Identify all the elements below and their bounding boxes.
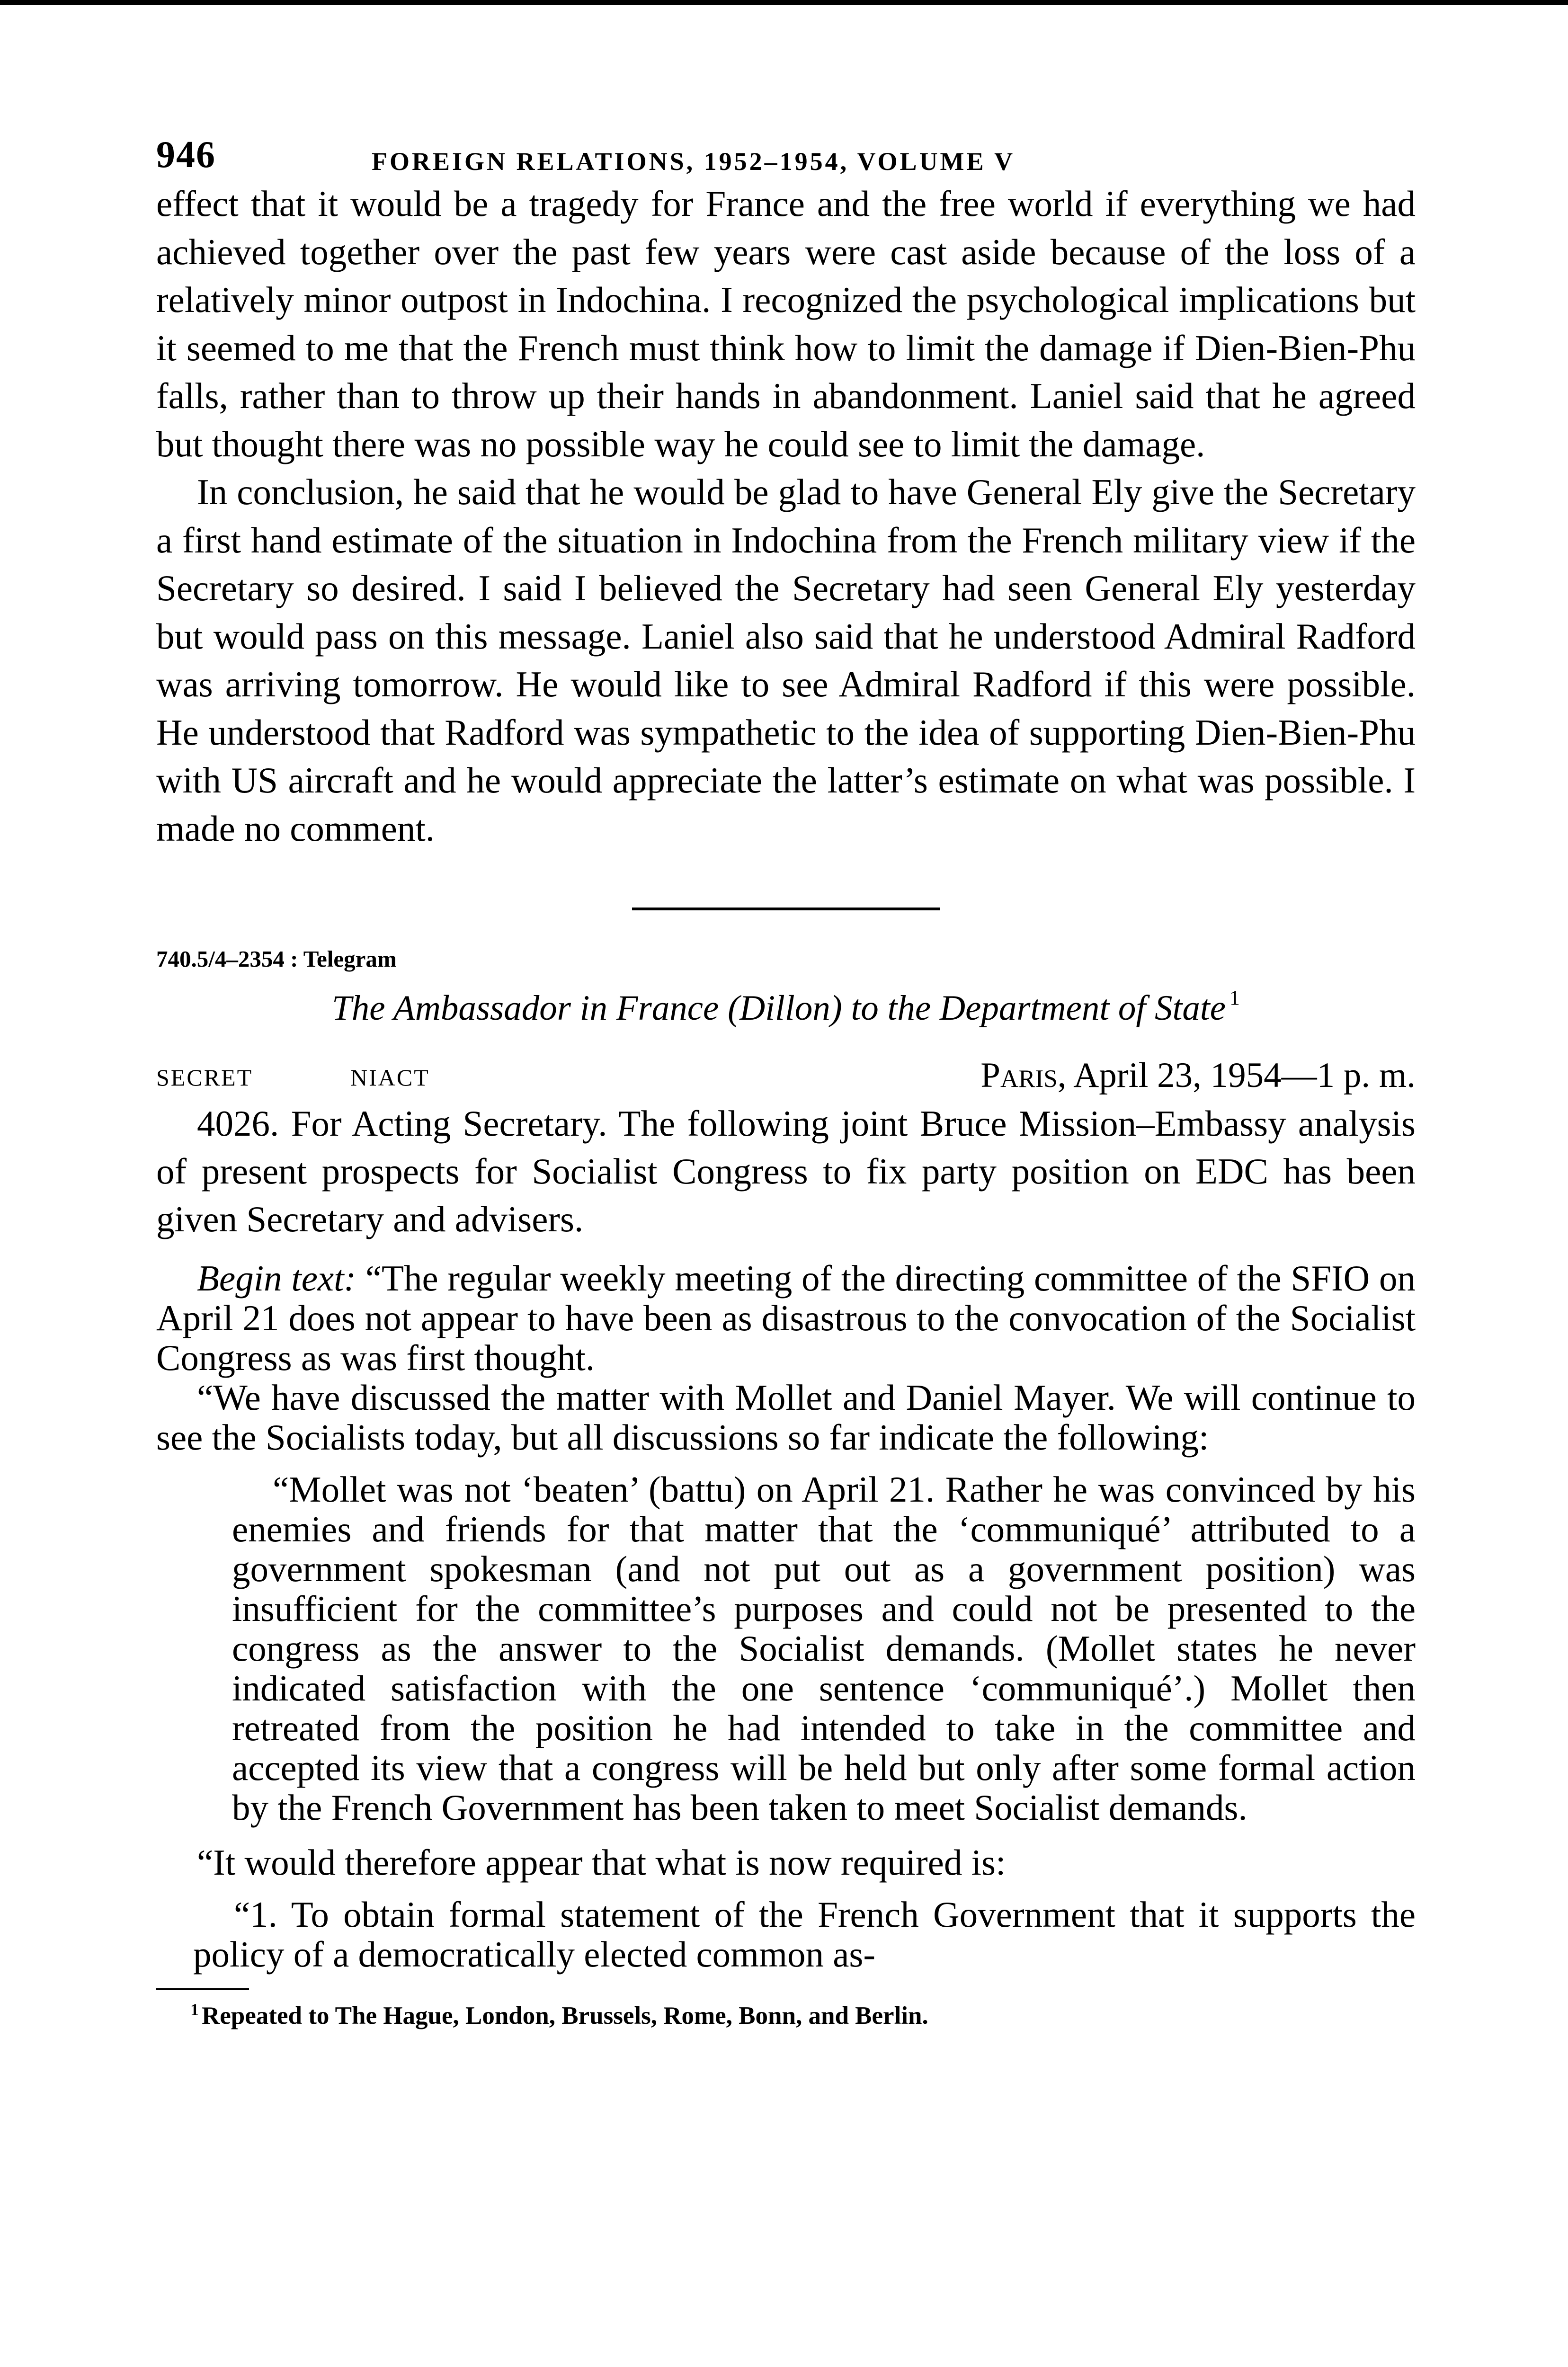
continued-paragraph: effect that it would be a tragedy for France and the free world if everything we had achieved together over the past few years were cast aside because of the loss of a relatively minor outpost in Indochina. I recognized the psychological implications but it seemed to me that the French must think how to limit the damage if Dien-Bien-Phu falls, rather than to throw up their hands in abandonment. Laniel said that he agreed but thought there was no possible way he could see to limit the damage. (156, 183, 1416, 464)
dateline (980, 1055, 1416, 1096)
document-title-text: The Ambassador in France (Dillon) to the Department of State (331, 988, 1226, 1028)
document-title (156, 986, 1416, 1029)
list-item: “1. To obtain formal statement of the French Government that it supports the policy of a democratically elected common as- (193, 1894, 1416, 1975)
page-number: 946 (156, 134, 216, 176)
telegram-opening-paragraph: 4026. For Acting Secretary. The following joint Bruce Mission–Embassy analysis of present prospects for Socialist Congress to fix party position on EDC has been given Secretary and advisers. (156, 1103, 1416, 1239)
footnote-marker: 1 (1229, 986, 1240, 1009)
requirement-paragraph: “It would therefore appear that what is now required is: (197, 1842, 1006, 1883)
dateline-date: , April 23, 1954—1 p. m. (1057, 1056, 1416, 1095)
begin-text-paragraph (156, 1258, 1416, 1378)
classification-label: SECRET (156, 1064, 253, 1091)
footnote-number: 1 (190, 2000, 199, 2019)
top-border-rule (0, 0, 1568, 5)
block-quote (232, 1469, 1416, 1827)
conclusion-paragraph: In conclusion, he said that he would be glad to have General Ely give the Secretary a first hand estimate of the situation in Indochina from the French military view if the Secretary so desired. I said I believed the Secretary had seen General Ely yesterday but would pass on this message. Laniel also said that he understood Admiral Radford was arriving tomorrow. He would like to see Admiral Radford if this were possible. He understood that Radford was sympathetic to the idea of supporting Dien-Bien-Phu with US aircraft and he would appreciate the latter’s estimate on what was possible. I made no comment. (156, 472, 1416, 849)
precedence-label: NIACT (350, 1064, 430, 1091)
telegram-header (156, 1048, 1416, 1100)
discussion-paragraph: “We have discussed the matter with Mollet and Daniel Mayer. We will continue to see the Socialists today, but all discussions so far indicate the following: (156, 1377, 1416, 1458)
document-page (156, 128, 1416, 2032)
block-quote-paragraph: “Mollet was not ‘beaten’ (battu) on April 21. Rather he was convinced by his enemies and friends for that matter that the ‘communiqué’ attributed to a government spokesman (and not put out as a government position) was insufficient for the committee’s purposes and could not be presented to the congress as the answer to the Socialist demands. (Mollet states he never indicated satisfaction with the one sentence ‘communiqué’.) Mollet then retreated from the position he had intended to take in the committee and accepted its view that a congress will be held but only after some formal action by the French Government has been taken to meet Socialist demands. (232, 1469, 1416, 1828)
footnote-divider (156, 1988, 249, 1990)
dateline-place: Paris (980, 1056, 1058, 1095)
footnote (190, 1993, 1416, 2032)
begin-text-body: “The regular weekly meeting of the directing committee of the SFIO on April 21 does not appear to have been as disastrous to the convocation of the Socialist Congress as was first thought. (156, 1258, 1416, 1378)
running-title: FOREIGN RELATIONS, 1952–1954, VOLUME V (372, 147, 1016, 176)
section-divider (632, 908, 940, 910)
footnote-text: Repeated to The Hague, London, Brussels, Rome, Bonn, and Berlin. (202, 2002, 928, 2029)
running-head (156, 128, 1416, 180)
begin-text-label: Begin text: (197, 1258, 356, 1299)
file-reference: 740.5/4–2354 : Telegram (156, 946, 397, 972)
